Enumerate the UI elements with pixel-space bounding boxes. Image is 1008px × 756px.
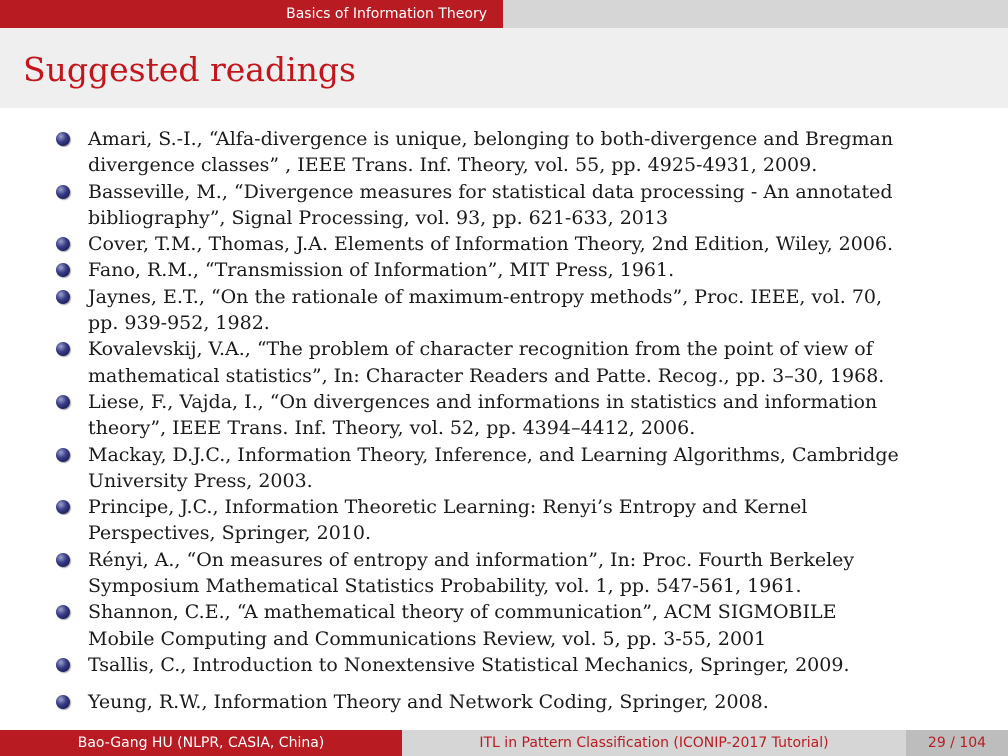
reference-text: Basseville, M., “Divergence measures for statistical data processing - An annotated bibliography”, Signal Processing, vol. 93, pp. 621-633, 2013 [88, 180, 893, 229]
reference-item [0, 179, 1008, 232]
reference-text: Yeung, R.W., Information Theory and Network Coding, Springer, 2008. [88, 691, 769, 714]
bullet-icon [56, 658, 70, 672]
bullet-icon [56, 695, 70, 709]
reference-text: Shannon, C.E., “A mathematical theory of communication”, ACM SIGMOBILE Mobile Computing and Communications Review, vol. 5, pp. 3-55, 2001 [88, 601, 837, 650]
reference-text: Tsallis, C., Introduction to Nonextensive Statistical Mechanics, Springer, 2009. [88, 653, 850, 676]
reference-text: Cover, T.M., Thomas, J.A. Elements of Information Theory, 2nd Edition, Wiley, 2006. [88, 233, 894, 256]
reference-item [0, 126, 1008, 179]
reference-text: Principe, J.C., Information Theoretic Learning: Renyi’s Entropy and Kernel Perspectives, Springer, 2010. [88, 496, 808, 545]
reference-text: Rényi, A., “On measures of entropy and information”, In: Proc. Fourth Berkeley Symposium Mathematical Statistics Probability, vol. 1, pp. 547-561, 1961. [88, 548, 855, 598]
reference-text: Amari, S.-I., “Alfa-divergence is unique, belonging to both-divergence and Bregman divergence classes” , IEEE Trans. Inf. Theory, vol. 55, pp. 4925-4931, 2009. [88, 128, 894, 177]
reference-text: Jaynes, E.T., “On the rationale of maximum-entropy methods”, Proc. IEEE, vol. 70, pp. 939-952, 1982. [88, 285, 883, 335]
footer-bar [0, 730, 1008, 756]
reference-item [0, 284, 1008, 337]
footer-author: Bao-Gang HU (NLPR, CASIA, China) [0, 730, 402, 756]
footer-talk-title: ITL in Pattern Classification (ICONIP-2017 Tutorial) [402, 730, 906, 756]
bullet-icon [56, 290, 70, 304]
reference-item [0, 689, 1008, 715]
reference-item [0, 599, 1008, 652]
section-title: Basics of Information Theory [0, 0, 503, 28]
reference-item [0, 547, 1008, 600]
bullet-icon [56, 605, 70, 619]
reference-text: Liese, F., Vajda, I., “On divergences and informations in statistics and information theory”, IEEE Trans. Inf. Theory, vol. 52, pp. 4394–4412, 2006. [88, 390, 878, 440]
reference-text: Fano, R.M., “Transmission of Information”, MIT Press, 1961. [88, 259, 675, 282]
bullet-icon [56, 263, 70, 277]
bullet-icon [56, 237, 70, 251]
bullet-icon [56, 132, 70, 146]
bullet-icon [56, 500, 70, 514]
reference-item [0, 231, 1008, 257]
bullet-icon [56, 185, 70, 199]
reference-item [0, 257, 1008, 283]
reference-item [0, 652, 1008, 678]
reference-item [0, 389, 1008, 442]
reference-text: Mackay, D.J.C., Information Theory, Inference, and Learning Algorithms, Cambridge University Press, 2003. [88, 443, 899, 492]
title-bar [0, 28, 1008, 108]
bullet-icon [56, 395, 70, 409]
reference-item [0, 494, 1008, 547]
reference-text: Kovalevskij, V.A., “The problem of character recognition from the point of view of mathematical statistics”, In: Character Readers and Patte. Recog., pp. 3–30, 1968. [88, 338, 885, 387]
reference-item [0, 336, 1008, 389]
page-number: 29 / 104 [906, 730, 1008, 756]
reference-list [0, 126, 1008, 716]
bullet-icon [56, 448, 70, 462]
reference-item [0, 442, 1008, 495]
slide-title: Suggested readings [23, 50, 356, 89]
bullet-icon [56, 342, 70, 356]
header-bar [0, 0, 1008, 28]
bullet-icon [56, 553, 70, 567]
